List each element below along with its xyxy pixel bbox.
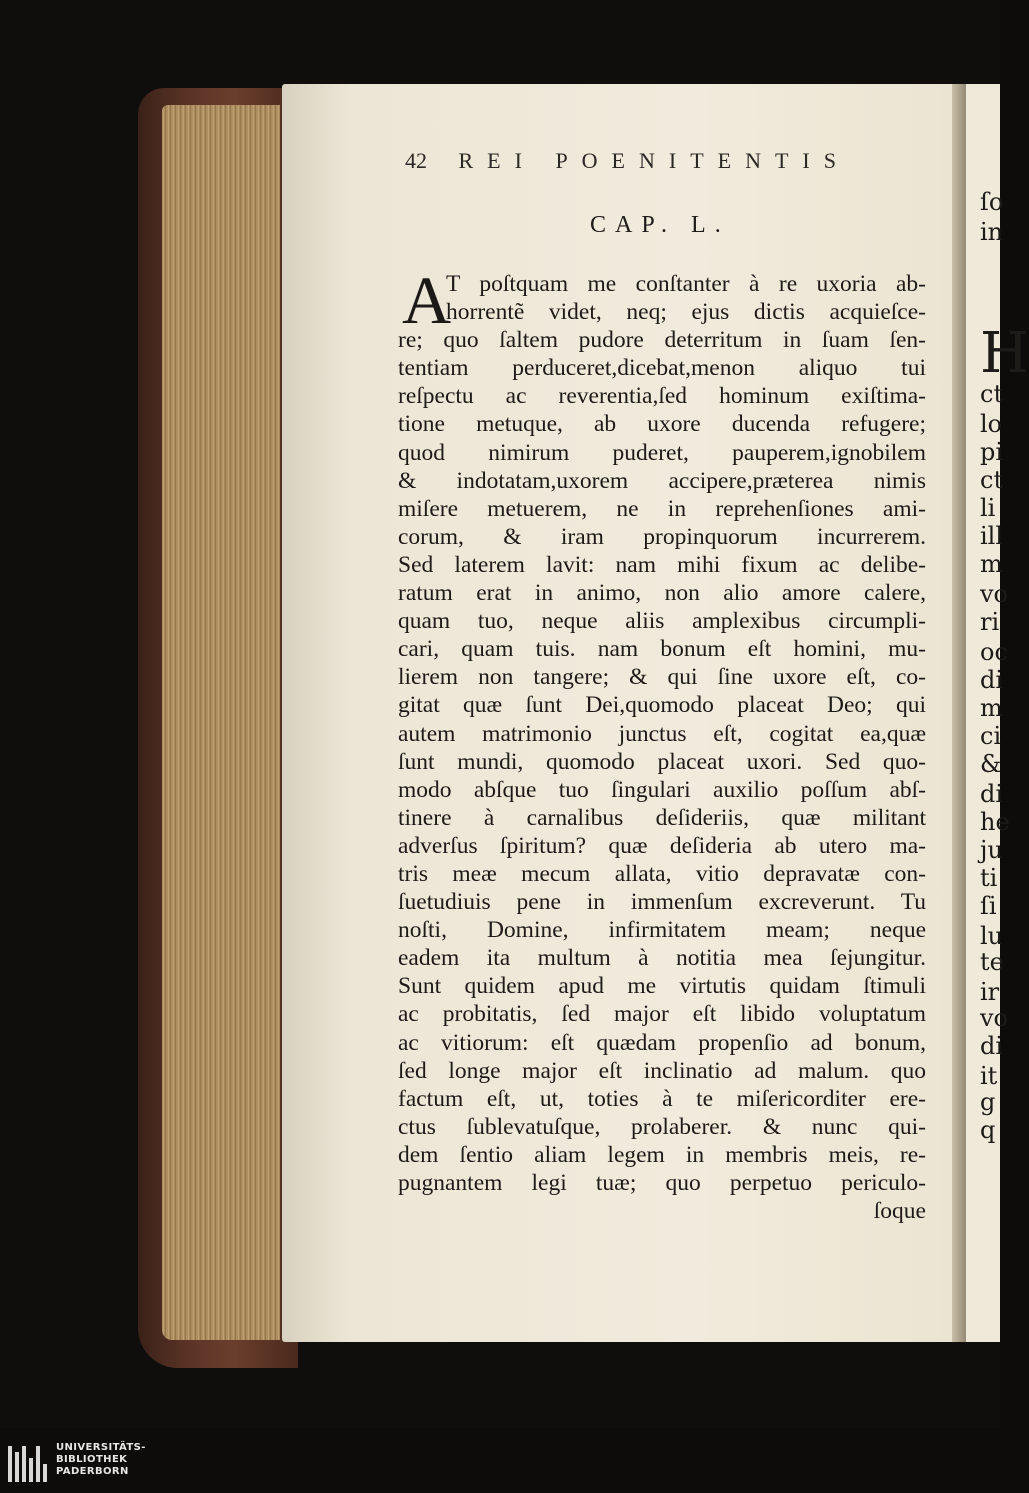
text-line: tentiam perduceret,dicebat,menon aliquo tui bbox=[398, 355, 926, 382]
next-page-fragment: he bbox=[980, 808, 1010, 836]
library-logo-line: PADERBORN bbox=[56, 1466, 129, 1477]
next-page-fragment: ct bbox=[980, 380, 1004, 408]
logo-bar bbox=[29, 1458, 33, 1482]
logo-bar bbox=[22, 1446, 26, 1482]
next-page-fragment: m bbox=[980, 694, 1003, 722]
next-page-fragment: vo bbox=[980, 1004, 1009, 1032]
logo-bar bbox=[36, 1446, 40, 1482]
next-page-fragment: ſo bbox=[980, 188, 1004, 216]
library-logo bbox=[6, 1442, 176, 1486]
chapter-heading: CAP. L. bbox=[590, 212, 730, 238]
next-page-fragment: ſi bbox=[980, 892, 997, 920]
text-line: noſti, Domine, infirmitatem meam; neque bbox=[398, 917, 926, 944]
next-page-fragment: m bbox=[980, 550, 1003, 578]
body-text bbox=[398, 270, 926, 1225]
running-title: REI POENITENTIS bbox=[458, 148, 850, 173]
next-page-fragment: lu bbox=[980, 922, 1004, 950]
text-line: ſuetudiuis pene in immenſum excreverunt. Tu bbox=[398, 889, 926, 916]
next-page-fragment: di bbox=[980, 780, 1004, 808]
text-line: gitat quæ ſunt Dei,quomodo placeat Deo; qui bbox=[398, 692, 926, 719]
text-line: reſpectu ac reverentia,ſed hominum exiſtima- bbox=[398, 383, 926, 410]
text-line: tione metuque, ab uxore ducenda refugere; bbox=[398, 411, 926, 438]
text-line: horrentẽ videt, neq; ejus dictis acquieſce- bbox=[446, 299, 926, 326]
text-line: tris meæ mecum allata, vitio depravatæ con- bbox=[398, 860, 926, 887]
text-line: factum eſt, ut, toties à te miſericorditer ere- bbox=[398, 1085, 926, 1112]
next-page-fragment: ci bbox=[980, 722, 1002, 750]
text-line: pugnantem legi tuæ; quo perpetuo periculo- bbox=[398, 1170, 926, 1196]
next-page-fragment: q bbox=[980, 1116, 996, 1144]
text-line: miſere metuerem, ne in reprehenſiones ami- bbox=[398, 495, 926, 522]
text-line: ac vitiorum: eſt quædam propenſio ad bonum, bbox=[398, 1029, 926, 1056]
text-line: ac probitatis, ſed major eſt libido voluptatum bbox=[398, 1001, 926, 1028]
text-line: ſunt mundi, quomodo placeat uxori. Sed quo- bbox=[398, 748, 926, 775]
next-page-fragment: ill bbox=[980, 522, 1004, 550]
next-page-fragment: oc bbox=[980, 638, 1008, 666]
next-page-fragment: it bbox=[980, 1062, 998, 1090]
logo-bar bbox=[15, 1452, 19, 1482]
library-logo-icon bbox=[6, 1446, 54, 1482]
text-line: lierem non tangere; & qui ſine uxore eſt, co- bbox=[398, 664, 926, 691]
catchword: ſoque bbox=[873, 1198, 926, 1225]
text-line: ctus ſublevatuſque, prolaberer. & nunc qui- bbox=[398, 1113, 926, 1140]
text-line: T poſtquam me conſtanter à re uxoria ab- bbox=[446, 271, 926, 297]
text-line: re; quo ſaltem pudore deterritum in ſuam ſen- bbox=[398, 327, 926, 354]
text-line: quod nimirum puderet, pauperem,ignobilem bbox=[398, 439, 926, 466]
next-page-fragment: in bbox=[980, 218, 1004, 246]
text-line: modo abſque tuo ſingulari auxilio poſſum abſ- bbox=[398, 776, 926, 803]
text-line: corum, & iram propinquorum incurrerem. bbox=[398, 523, 926, 550]
next-page-fragment: pi bbox=[980, 438, 1004, 466]
library-logo-line: UNIVERSITÄTS- bbox=[56, 1442, 146, 1453]
text-line: autem matrimonio junctus eſt, cogitat ea,quæ bbox=[398, 720, 926, 747]
next-page-fragment: ri bbox=[980, 608, 1000, 636]
drop-cap: A bbox=[402, 262, 452, 338]
text-line: cari, quam tuis. nam bonum eſt homini, mu- bbox=[398, 636, 926, 663]
text-line: Sed laterem lavit: nam mihi fixum ac delibe- bbox=[398, 551, 926, 578]
library-logo-text bbox=[56, 1442, 146, 1478]
next-page-fragment: li bbox=[980, 494, 996, 522]
next-page-fragment: g bbox=[980, 1088, 996, 1116]
next-page-fragment: & bbox=[980, 750, 1002, 778]
next-page-fragment: H bbox=[980, 321, 1029, 386]
next-page-fragment: te bbox=[980, 948, 1004, 976]
text-line: tinere à carnalibus deſideriis, quæ militant bbox=[398, 804, 926, 831]
page-edges bbox=[162, 105, 280, 1340]
next-page-fragment: ju bbox=[980, 836, 1003, 864]
text-line: quam tuo, neque aliis amplexibus circumpli- bbox=[398, 608, 926, 635]
logo-bar bbox=[43, 1464, 47, 1482]
text-line: Sunt quidem apud me virtutis quidam ſtimuli bbox=[398, 973, 926, 1000]
text-line: ſed longe major eſt inclinatio ad malum. quo bbox=[398, 1057, 926, 1084]
right-page-fragment bbox=[966, 84, 1029, 1342]
text-line: adverſus ſpiritum? quæ deſideria ab utero ma- bbox=[398, 832, 926, 859]
next-page-fragment: ti bbox=[980, 864, 998, 892]
next-page-fragment: lo bbox=[980, 410, 1003, 438]
next-page-fragment: di bbox=[980, 666, 1004, 694]
next-page-fragment: vo bbox=[980, 580, 1009, 608]
library-logo-line: BIBLIOTHEK bbox=[56, 1454, 128, 1465]
next-page-fragment: ct bbox=[980, 466, 1004, 494]
logo-bar bbox=[8, 1446, 12, 1482]
text-line: eadem ita multum à notitia mea ſejungitur. bbox=[398, 945, 926, 972]
next-page-fragment: di bbox=[980, 1032, 1004, 1060]
text-line: ratum erat in animo, non alio amore calere, bbox=[398, 580, 926, 607]
text-line: & indotatam,uxorem accipere,præterea nimis bbox=[398, 467, 926, 494]
running-head bbox=[405, 148, 875, 174]
text-line: dem ſentio aliam legem in membris meis, re- bbox=[398, 1141, 926, 1168]
page-number: 42 bbox=[405, 148, 427, 173]
next-page-fragment: ir bbox=[980, 978, 1000, 1006]
